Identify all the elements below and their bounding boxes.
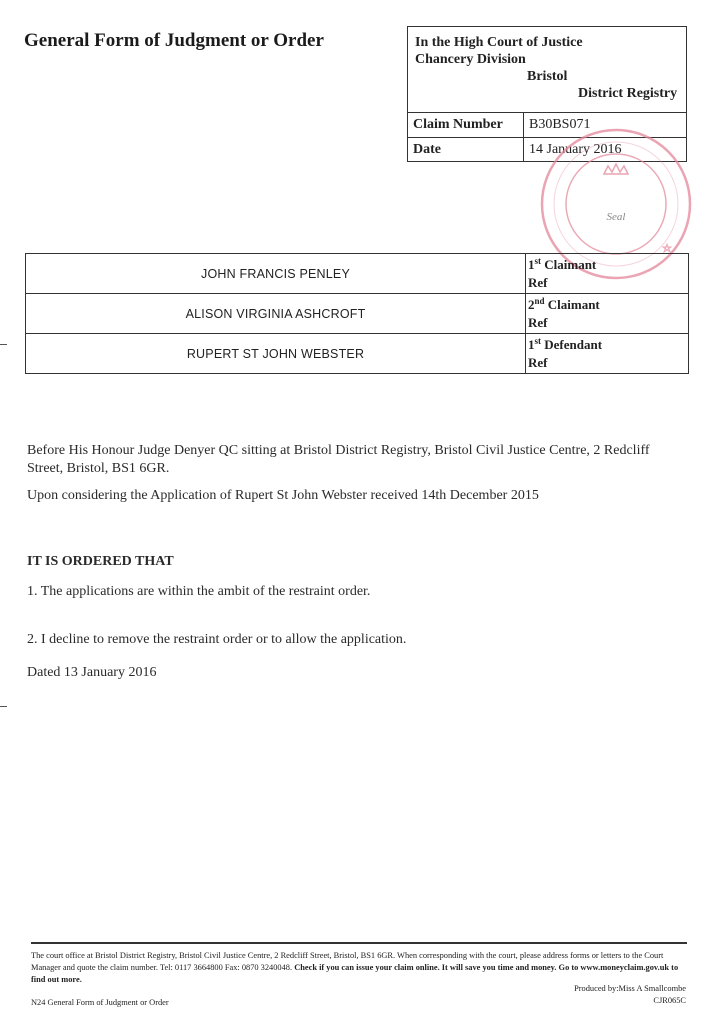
seal-label: Seal [606, 211, 626, 223]
reference-code: CJR065C [653, 996, 686, 1005]
date-label: Date [408, 138, 524, 163]
party-ref-label: Ref [528, 314, 548, 330]
parties-table [25, 253, 689, 374]
court-line-1: In the High Court of Justice [415, 35, 583, 50]
party-ref-label: Ref [528, 274, 548, 290]
produced-by-block [574, 983, 686, 1007]
party-ref-label: Ref [528, 354, 548, 370]
form-title: General Form of Judgment or Order [24, 30, 324, 51]
party-role-cell [526, 254, 689, 294]
court-line-3: Bristol [527, 69, 568, 84]
party-name: JOHN FRANCIS PENLEY [26, 254, 526, 294]
margin-punch-mark [0, 344, 7, 345]
party-role: Defendant [544, 336, 603, 352]
party-ordinal: 1 [528, 336, 535, 352]
party-ordinal: 1 [528, 256, 535, 272]
star-icon [663, 244, 671, 252]
party-row [26, 254, 689, 294]
footer-online-notice: Check if you can issue your claim online. It will save you time and money. Go to www.moneyclaim.gov.uk to find out more. [31, 963, 679, 984]
form-code: N24 General Form of Judgment or Order [31, 998, 169, 1007]
dated-line: Dated 13 January 2016 [27, 665, 157, 680]
order-item-1: 1. The applications are within the ambit of the restraint order. [27, 584, 371, 599]
party-row [26, 334, 689, 374]
claim-number-label: Claim Number [408, 113, 524, 138]
crown-icon [604, 164, 628, 174]
claim-number-value: B30BS071 [524, 113, 687, 138]
party-role-cell [526, 334, 689, 374]
order-item-2: 2. I decline to remove the restraint order or to allow the application. [27, 632, 407, 647]
party-ordinal: 2 [528, 296, 535, 312]
ordered-heading: IT IS ORDERED THAT [27, 554, 174, 569]
margin-punch-mark [0, 706, 7, 707]
footer-divider [31, 942, 687, 944]
before-paragraph: Before His Honour Judge Denyer QC sitting at Bristol District Registry, Bristol Civil Justice Centre, 2 Redcliff Street, Bristol, BS1 6GR. [27, 443, 650, 476]
party-name: ALISON VIRGINIA ASHCROFT [26, 294, 526, 334]
court-name [415, 34, 677, 102]
footer-notice [31, 950, 687, 986]
party-ordinal-suffix: nd [534, 295, 545, 306]
court-line-4: District Registry [578, 86, 678, 101]
party-ordinal-suffix: st [534, 335, 541, 346]
party-row [26, 294, 689, 334]
date-value: 14 January 2016 [524, 138, 687, 163]
party-role: Claimant [544, 256, 597, 272]
party-name: RUPERT ST JOHN WEBSTER [26, 334, 526, 374]
party-ordinal-suffix: st [534, 255, 541, 266]
produced-by: Produced by:Miss A Smallcombe [574, 984, 686, 993]
party-role-cell [526, 294, 689, 334]
court-line-2: Chancery Division [415, 52, 526, 67]
footer-notice-text: The court office at Bristol District Registry, Bristol Civil Justice Centre, 2 Redcliff Street, Bristol, BS1 6GR. When corresponding with the court, please address forms or letters to the Court Manager and quote the claim number. Tel: 0117 3664800 Fax: 0870 3240048. [31, 951, 664, 972]
party-role: Claimant [547, 296, 600, 312]
upon-paragraph: Upon considering the Application of Rupert St John Webster received 14th December 2015 [27, 488, 539, 503]
